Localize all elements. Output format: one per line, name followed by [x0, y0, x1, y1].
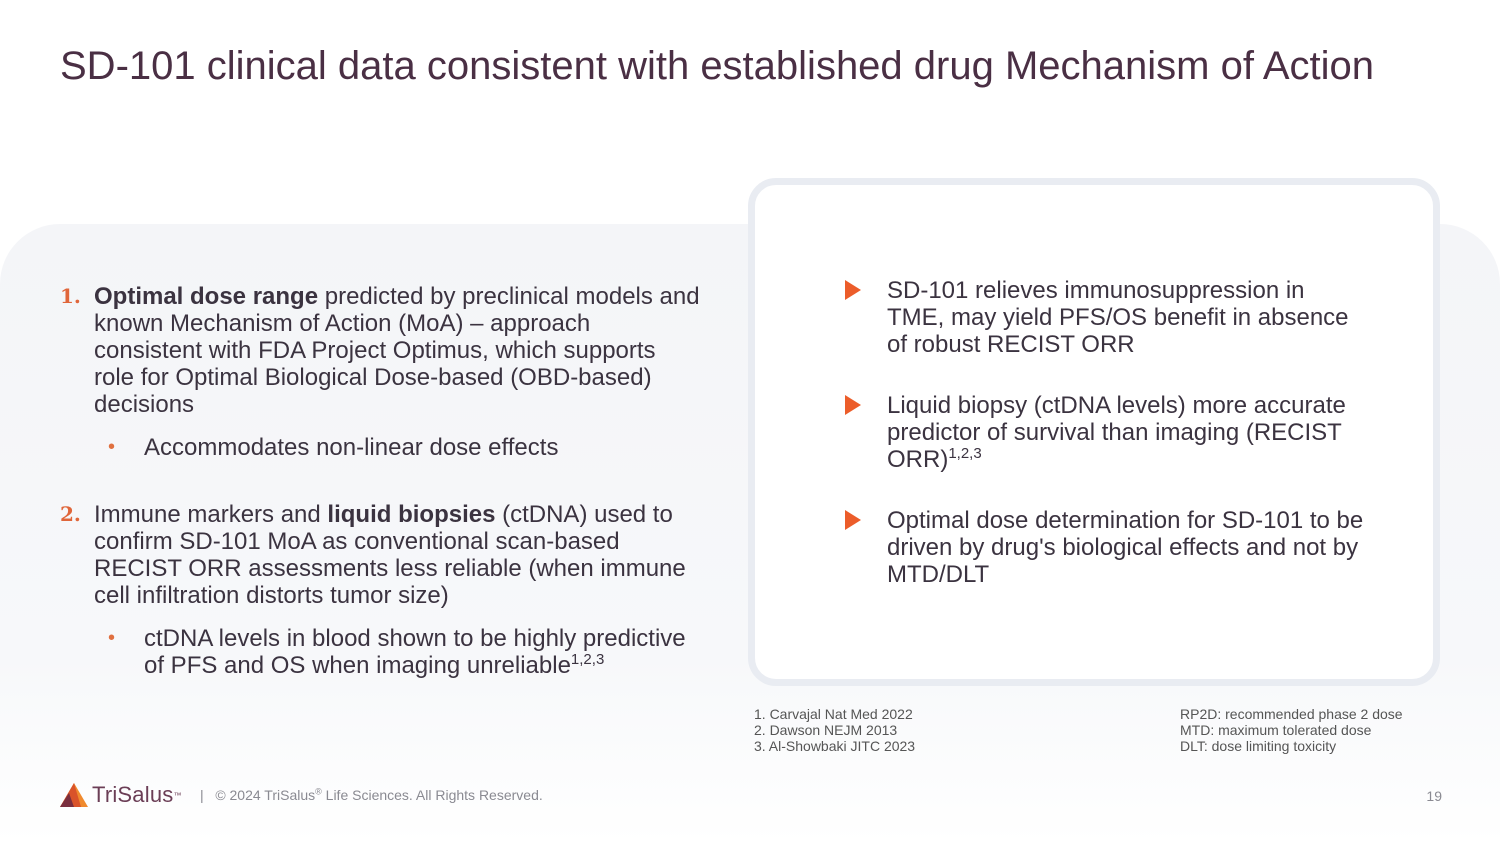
- numbered-item-1: [60, 283, 700, 418]
- card-item: Optimal dose determination for SD-101 to be driven by drug's biological effects and not by MTD/DLT: [845, 507, 1365, 588]
- slide-title: SD-101 clinical data consistent with established drug Mechanism of Action: [60, 44, 1375, 88]
- bullet-icon: •: [108, 627, 116, 649]
- card-list: [845, 277, 1365, 622]
- item-number: 1.: [60, 284, 81, 308]
- copyright: | © 2024 TriSalus® Life Sciences. All Rights Reserved.: [200, 786, 543, 803]
- card-item: SD-101 relieves immunosuppression in TME, may yield PFS/OS benefit in absence of robust RECIST ORR: [845, 277, 1365, 358]
- abbreviations: RP2D: recommended phase 2 dose MTD: maximum tolerated dose DLT: dose limiting toxicity: [1180, 706, 1403, 754]
- item-text: Immune markers and liquid biopsies (ctDNA) used to confirm SD-101 MoA as conventional scan-based RECIST ORR assessments less reliable (when immune cell infiltration distorts tumor size): [94, 501, 686, 609]
- logo-text: TriSalus: [92, 782, 174, 807]
- triangle-bullet-icon: [845, 280, 861, 300]
- trisalus-logo: TriSalus ™: [60, 780, 181, 810]
- page-number: 19: [1426, 788, 1442, 804]
- card-item: Liquid biopsy (ctDNA levels) more accurate predictor of survival than imaging (RECIST ORR)$^{1,2,3}$: [845, 392, 1365, 473]
- triangle-bullet-icon: [845, 510, 861, 530]
- triangle-logo-icon: [60, 783, 88, 807]
- references: 1. Carvajal Nat Med 2022 2. Dawson NEJM 2013 3. Al-Showbaki JITC 2023: [754, 706, 916, 754]
- left-column: [60, 283, 700, 679]
- numbered-item-2: [60, 501, 700, 609]
- bullet-icon: •: [108, 436, 116, 458]
- sub-bullet: • ctDNA levels in blood shown to be highly predictive of PFS and OS when imaging unreliable$^{1,2,3}$: [108, 625, 686, 679]
- item-text: Optimal dose range predicted by preclinical models and known Mechanism of Action (MoA) – approach consistent with FDA Project Optimus, which supports role for Optimal Biological Dose-based (OBD-based) decisions: [94, 283, 700, 418]
- item-number: 2.: [60, 502, 81, 526]
- triangle-bullet-icon: [845, 395, 861, 415]
- sub-bullet: • Accommodates non-linear dose effects: [108, 434, 559, 461]
